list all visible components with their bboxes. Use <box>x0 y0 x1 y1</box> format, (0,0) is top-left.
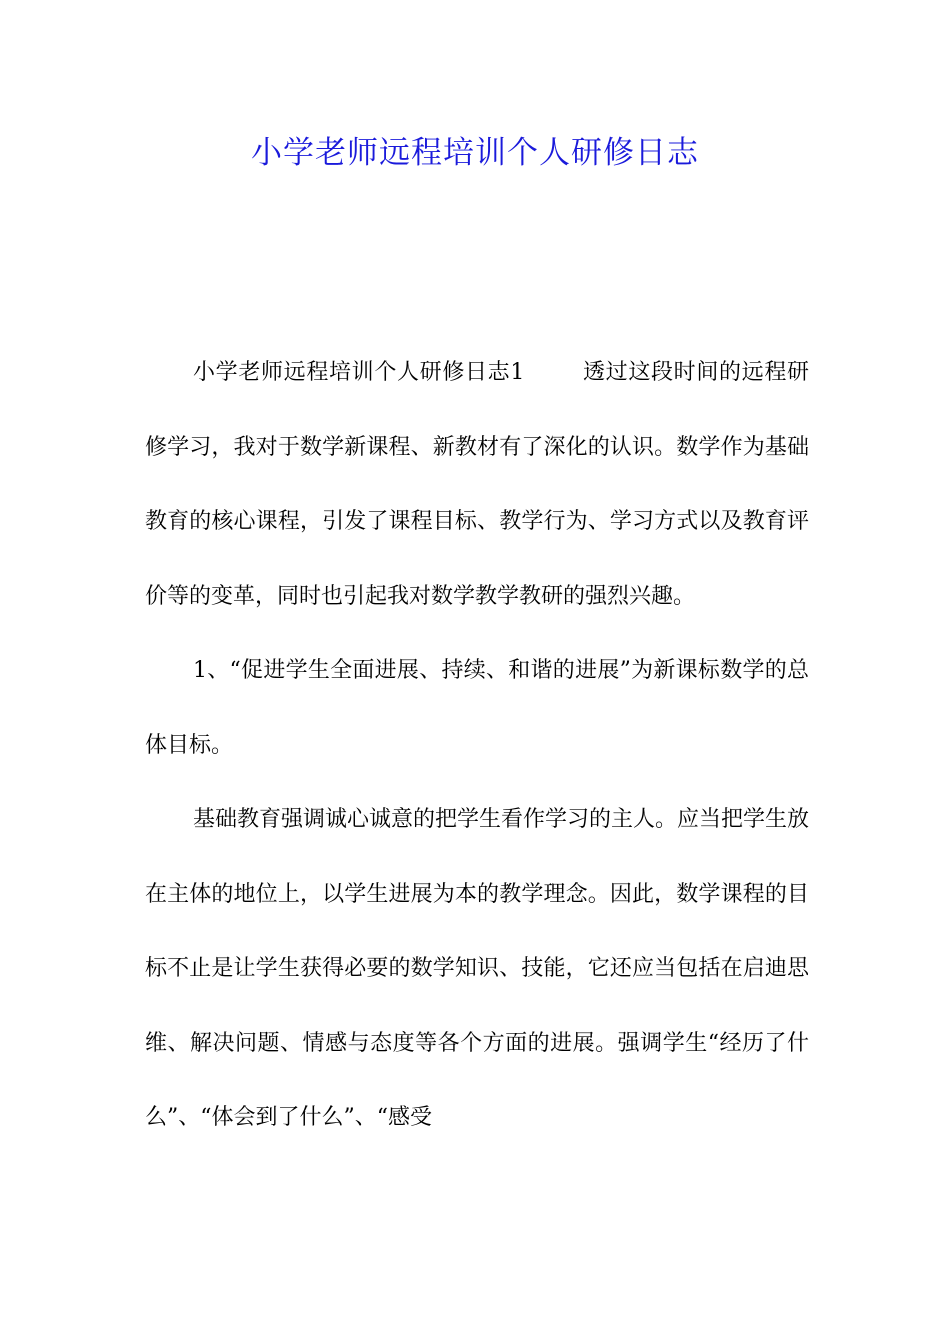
paragraph-1 <box>145 336 809 634</box>
paragraph-3: 基础教育强调诚心诚意的把学生看作学习的主人。应当把学生放在主体的地位上，以学生进展为本的教学理念。因此，数学课程的目标不止是让学生获得必要的数学知识、技能，它还应当包括在启迪思维、解决问题、情感与态度等各个方面的进展。强调学生“经历了什么”、“体会到了什么”、“感受 <box>145 807 810 1130</box>
paragraph-1-lead: 小学老师远程培训个人研修日志1 <box>193 360 525 385</box>
document-title: 小学老师远程培训个人研修日志 <box>251 135 699 171</box>
paragraph-1-text: 透过这段时间的远程研修学习，我对于数学新课程、新教材有了深化的认识。数学作为基础教育的核心课程，引发了课程目标、教学行为、学习方式以及教育评价等的变革，同时也引起我对数学教学教研的强烈兴趣。 <box>145 360 809 609</box>
paragraph-2: 1、“促进学生全面进展、持续、和谐的进展”为新课标数学的总体目标。 <box>145 658 809 758</box>
document-body <box>145 336 809 1156</box>
